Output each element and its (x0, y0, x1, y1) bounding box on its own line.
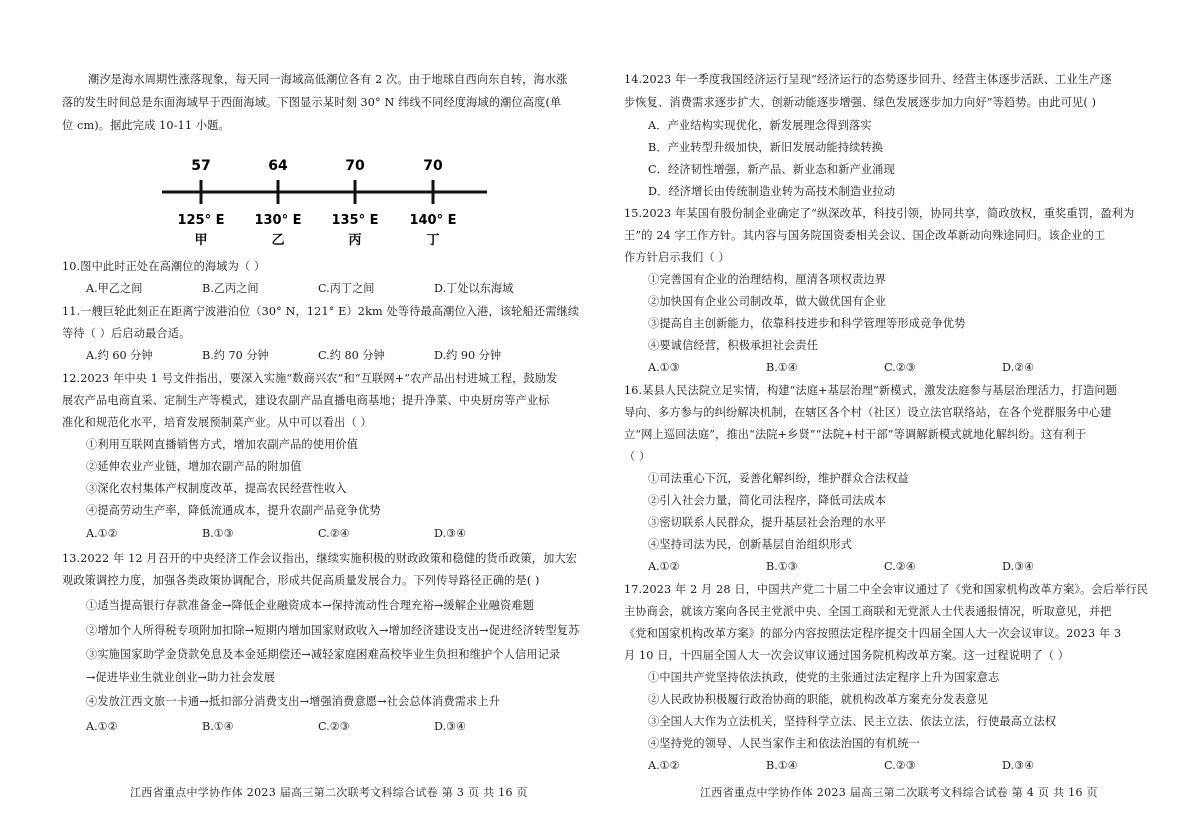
question-14-stem: 14.2023 年一季度我国经济运行呈现“经济运行的态势逐步回升、经营主体逐步活跃、工业生产逐 (624, 73, 1112, 86)
question-17-item: ③全国人大作为立法机关，坚持科学立法、民主立法、依法立法，行使最高立法权 (648, 715, 1057, 728)
option: C.约 80 分钟 (318, 349, 385, 362)
page-footer: 江西省重点中学协作体 2023 届高三第二次联考文科综合试卷 第 4 页 共 16 页 (700, 786, 1098, 799)
option: C.②③ (884, 759, 916, 772)
question-16-item: ④坚持司法为民，创新基层自治组织形式 (648, 538, 853, 551)
question-17-stem: 17.2023 年 2 月 28 日，中国共产党二十届二中全会审议通过了《党和国家机构改革方案》。会后举行民 (624, 583, 1149, 596)
tide-value: 70 (423, 158, 443, 174)
option: D.③④ (434, 720, 467, 733)
option: B.乙丙之间 (202, 282, 259, 295)
longitude-label: 125° E (177, 213, 225, 228)
intro-line: 位 cm)。据此完成 10-11 小题。 (62, 119, 230, 132)
option: D.②④ (1002, 361, 1035, 374)
question-11-stem: 11.一艘巨轮此刻正在距离宁波港泊位（30° N，121° E）2km 处等待最高潮位入港，该轮船还需继续 (62, 305, 580, 318)
option: B.约 70 分钟 (202, 349, 269, 362)
option: C.②③ (318, 720, 350, 733)
question-17-item: ②人民政协积极履行政治协商的职能，就机构改革方案充分发表意见 (648, 693, 989, 706)
question-16-options (648, 559, 1120, 575)
option: D.③④ (434, 527, 467, 540)
question-16-item: ①司法重心下沉，妥善化解纠纷，维护群众合法权益 (648, 472, 909, 485)
longitude-label: 135° E (331, 213, 379, 228)
question-13-stem: 观政策调控力度，加强各类政策协调配合，形成共促高质量发展合力。下列传导路径正确的是( ) (62, 574, 540, 587)
question-13-item: ④发放江西文旅一卡通→抵扣部分消费支出→增强消费意愿→社会总体消费需求上升 (86, 695, 501, 708)
option: A.约 60 分钟 (86, 349, 153, 362)
question-12-item: ②延伸农业产业链，增加农副产品的附加值 (86, 460, 302, 473)
option: D.③④ (1002, 759, 1035, 772)
option: A.①② (86, 527, 118, 540)
question-17-stem: 月 10 日，十四届全国人大一次会议审议通过国务院机构改革方案。这一过程说明了（ ） (624, 649, 1070, 662)
question-17-stem: 主协商会，就该方案向各民主党派中央、全国工商联和无党派人士代表通报情况，听取意见，并把 (624, 605, 1112, 618)
option: B.①④ (202, 720, 234, 733)
question-14-choice: B．产业转型升级加快，新旧发展动能持续转换 (648, 141, 884, 154)
tide-value: 57 (191, 158, 211, 174)
question-13-item: →促进毕业生就业创业→助力社会发展 (86, 671, 276, 684)
question-15-stem: 15.2023 年某国有股份制企业确定了“纵深改革，科技引领，协同共享，简政放权，重奖重罚，盈利为 (624, 207, 1135, 220)
option: B.①③ (202, 527, 234, 540)
option: D.③④ (1002, 560, 1035, 573)
question-15-stem: 作方针启示我们（ ） (624, 251, 730, 264)
option: A.①③ (648, 361, 680, 374)
question-13-options (86, 719, 550, 735)
page-footer: 江西省重点中学协作体 2023 届高三第二次联考文科综合试卷 第 3 页 共 16 页 (130, 786, 528, 799)
question-12-item: ③深化农村集体产权制度改革，提高农民经营性收入 (86, 482, 347, 495)
longitude-label: 130° E (254, 213, 302, 228)
question-13-stem: 13.2022 年 12 月召开的中央经济工作会议指出，继续实施积极的财政政策和稳健的货币政策，加大宏 (62, 552, 578, 565)
option: A.①② (86, 720, 118, 733)
question-17-stem: 《党和国家机构改革方案》的部分内容按照法定程序提交十四届全国人大一次会议审议。2023 年 3 (624, 627, 1122, 640)
question-12-stem: 准化和规范化水平，培育发展预制菜产业。从中可以看出（ ） (62, 416, 372, 429)
question-15-options (648, 360, 1120, 376)
question-10-stem: 10.图中此时正处在高潮位的海域为（ ） (62, 260, 266, 273)
option: B.①④ (766, 759, 798, 772)
sea-label: 丁 (426, 233, 440, 248)
question-16-stem: 立“网上巡回法庭”，推出“法院+乡贤”“法院+村干部”等调解新模式就地化解纠纷。这有利于 (624, 428, 1087, 441)
question-13-item: ③实施国家助学金贷款免息及本金延期偿还→减轻家庭困难高校毕业生负担和维护个人信用记录 (86, 648, 561, 661)
question-14-stem: 步恢复、消费需求逐步扩大、创新动能逐步增强、绿色发展逐步加力向好”等趋势。由此可见( ) (624, 96, 1097, 109)
question-14-choice: A．产业结构实现优化，新发展理念得到落实 (648, 119, 872, 132)
question-12-item: ④提高劳动生产率，降低流通成本，提升农副产品竞争优势 (86, 504, 381, 517)
sea-label: 乙 (271, 233, 285, 248)
option: A.①② (648, 759, 680, 772)
sea-label: 甲 (194, 233, 208, 248)
question-13-item: ②增加个人所得税专项附加扣除→短期内增加国家财政收入→增加经济建设支出→促进经济转型复苏 (86, 624, 580, 637)
question-11-stem: 等待（ ）后启动最合适。 (62, 327, 191, 340)
option: B.①④ (766, 361, 798, 374)
question-11-options (86, 348, 550, 364)
question-16-item: ②引入社会力量，简化司法程序，降低司法成本 (648, 494, 887, 507)
question-14-choice: C．经济韧性增强，新产品、新业态和新产业涌现 (648, 163, 895, 176)
question-12-stem: 展农产品电商直采、定制生产等模式，建设农副产品直播电商基地；提升净菜、中央厨房等产业标 (62, 394, 550, 407)
question-15-item: ③提高自主创新能力，依靠科技进步和科学管理等形成竞争优势 (648, 317, 966, 330)
question-16-stem: （ ） (624, 450, 651, 463)
question-17-item: ④坚持党的领导、人民当家作主和依法治国的有机统一 (648, 737, 921, 750)
option: C.丙丁之间 (318, 282, 375, 295)
question-16-item: ③密切联系人民群众，提升基层社会治理的水平 (648, 516, 887, 529)
option: D.丁处以东海域 (434, 282, 514, 295)
tide-value: 70 (345, 158, 365, 174)
intro-line: 潮汐是海水周期性涨落现象，每天同一海域高低潮位各有 2 次。由于地球自西向东自转，海水涨 (88, 73, 568, 86)
question-10-options (86, 281, 550, 297)
question-15-item: ②加快国有企业公司制改革，做大做优国有企业 (648, 295, 887, 308)
question-15-stem: 王”的 24 字工作方针。其内容与国务院国资委相关会议、国企改革新动向殊途同归。该企业的工 (624, 229, 1106, 242)
question-14-choice: D．经济增长由传统制造业转为高技术制造业拉动 (648, 185, 896, 198)
question-17-item: ①中国共产党坚持依法执政，使党的主张通过法定程序上升为国家意志 (648, 671, 1000, 684)
option: B.①③ (766, 560, 798, 573)
option: D.约 90 分钟 (434, 349, 502, 362)
question-16-stem: 导向、多方参与的纠纷解决机制，在辖区各个村（社区）设立法官联络站，在各个党群服务中心建 (624, 406, 1112, 419)
option: A.甲乙之间 (86, 282, 143, 295)
right-page (600, 0, 1200, 822)
question-17-options (648, 758, 1120, 774)
option: C.②④ (318, 527, 350, 540)
question-12-stem: 12.2023 年中央 1 号文件指出，要深入实施“数商兴农”和“互联网+”农产品出村进城工程，鼓励发 (62, 372, 558, 385)
sea-label: 丙 (348, 233, 362, 248)
option: C.②③ (884, 361, 916, 374)
question-15-item: ④要诚信经营，积极承担社会责任 (648, 339, 819, 352)
longitude-label: 140° E (409, 213, 457, 228)
question-15-item: ①完善国有企业的治理结构，厘清各项权责边界 (648, 273, 887, 286)
question-16-stem: 16.某县人民法院立足实情，构建“法庭+基层治理”新模式，激发法庭参与基层治理活力，打造问题 (624, 384, 1118, 397)
question-12-options (86, 526, 550, 542)
question-13-item: ①适当提高银行存款准备金→降低企业融资成本→保持流动性合理充裕→缓解企业融资难题 (86, 599, 535, 612)
intro-line: 落的发生时间总是东面海域早于西面海域。下图显示某时刻 30° N 纬线不同经度海域的潮位高度(单 (62, 96, 562, 109)
question-12-item: ①利用互联网直播销售方式，增加农副产品的使用价值 (86, 438, 359, 451)
tide-value: 64 (268, 158, 288, 174)
option: C.②④ (884, 560, 916, 573)
tide-figure (0, 150, 600, 250)
option: A.①② (648, 560, 680, 573)
